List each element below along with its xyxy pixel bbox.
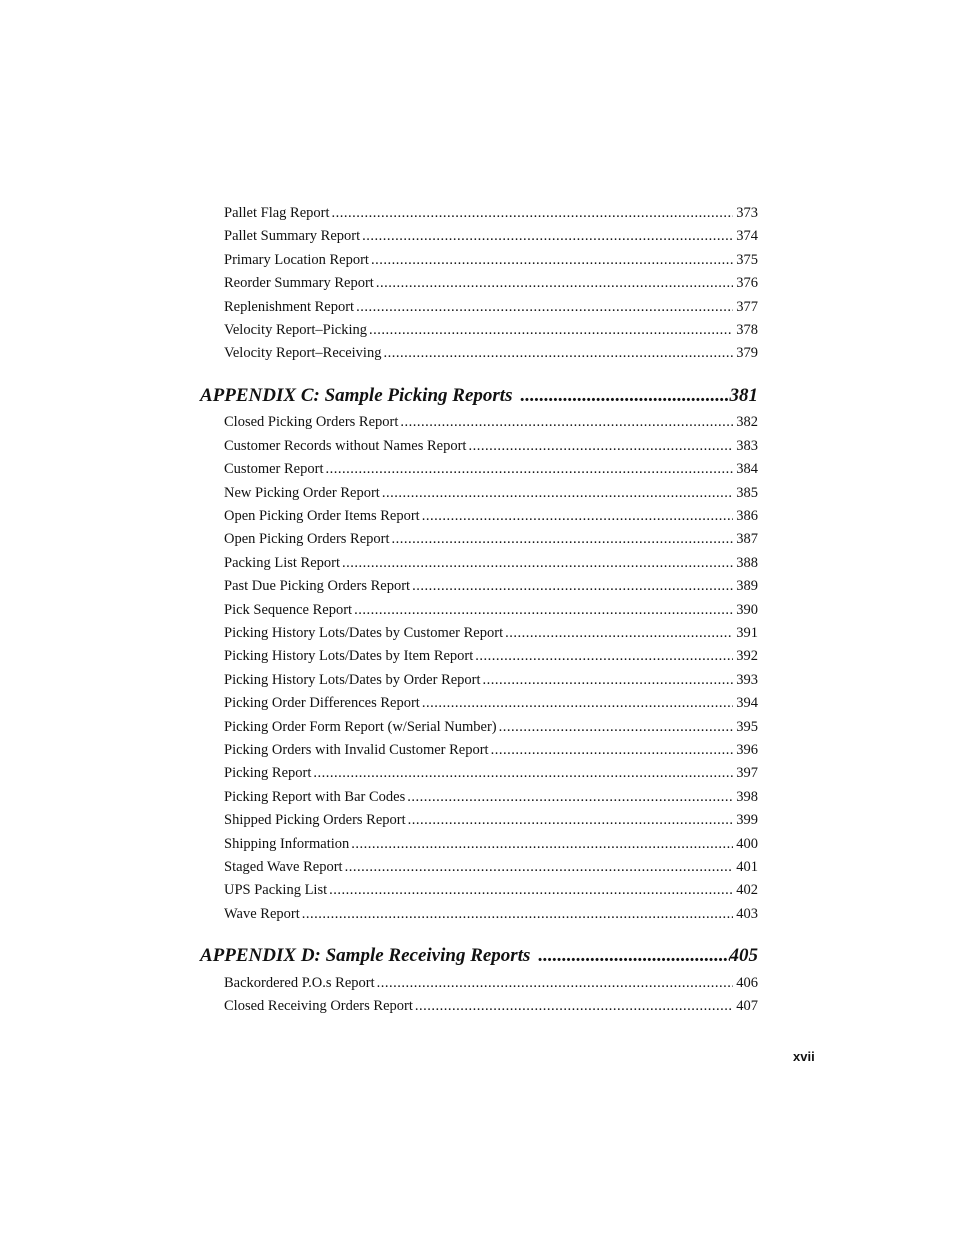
toc-entry[interactable] bbox=[224, 836, 758, 856]
dot-leader bbox=[407, 789, 733, 806]
dot-leader bbox=[475, 648, 733, 665]
toc-entry[interactable] bbox=[224, 765, 758, 785]
toc-entry-title: Picking Report bbox=[224, 765, 312, 782]
toc-entry[interactable] bbox=[224, 789, 758, 809]
dot-leader bbox=[325, 461, 733, 478]
toc-entry-page-number: 386 bbox=[736, 507, 758, 524]
dot-leader bbox=[354, 602, 733, 619]
toc-entry-title: Picking Order Form Report (w/Serial Number) bbox=[224, 718, 497, 735]
toc-entry-title: Replenishment Report bbox=[224, 298, 355, 315]
dot-leader bbox=[382, 485, 733, 502]
toc-entry-title: Pick Sequence Report bbox=[224, 601, 353, 618]
toc-entry[interactable] bbox=[224, 975, 758, 995]
toc-entry-page-number: 390 bbox=[736, 601, 758, 618]
toc-entry[interactable] bbox=[224, 414, 758, 434]
toc-entry-title: Customer Records without Names Report bbox=[224, 437, 467, 454]
toc-entry[interactable] bbox=[224, 345, 758, 365]
toc-entry[interactable] bbox=[224, 695, 758, 715]
toc-entry-title: Picking History Lots/Dates by Order Report bbox=[224, 671, 481, 688]
toc-entry-title: Open Picking Order Items Report bbox=[224, 507, 420, 524]
dot-leader bbox=[377, 975, 734, 992]
toc-entry[interactable] bbox=[224, 859, 758, 879]
toc-entry[interactable] bbox=[224, 555, 758, 575]
toc-entry-page-number: 383 bbox=[736, 437, 758, 454]
toc-entry-page-number: 395 bbox=[736, 718, 758, 735]
toc-entry-page-number: 392 bbox=[736, 648, 758, 665]
toc-entry[interactable] bbox=[224, 672, 758, 692]
toc-entry[interactable] bbox=[224, 648, 758, 668]
page-number: xvii bbox=[793, 1049, 815, 1064]
dot-leader bbox=[415, 998, 733, 1015]
toc-entry-title: Velocity Report–Receiving bbox=[224, 345, 382, 362]
dot-leader bbox=[538, 945, 729, 967]
toc-entry[interactable] bbox=[224, 625, 758, 645]
dot-leader bbox=[491, 742, 734, 759]
dot-leader bbox=[422, 695, 733, 712]
toc-entry[interactable] bbox=[224, 252, 758, 272]
toc-entry[interactable] bbox=[224, 578, 758, 598]
dot-leader bbox=[412, 578, 733, 595]
toc-appendix-heading[interactable] bbox=[200, 385, 758, 411]
toc-entry-page-number: 402 bbox=[736, 882, 758, 899]
toc-entry-page-number: 405 bbox=[729, 945, 758, 967]
toc-entry-page-number: 388 bbox=[736, 554, 758, 571]
toc-entry[interactable] bbox=[224, 998, 758, 1018]
dot-leader bbox=[369, 322, 733, 339]
toc-entry-page-number: 378 bbox=[736, 322, 758, 338]
toc-entry[interactable] bbox=[224, 812, 758, 832]
dot-leader bbox=[483, 672, 734, 689]
dot-leader bbox=[383, 345, 733, 362]
toc-entry-page-number: 379 bbox=[736, 345, 758, 362]
dot-leader bbox=[302, 906, 734, 923]
toc-entry-page-number: 406 bbox=[736, 974, 758, 991]
toc-entry-title: Closed Picking Orders Report bbox=[224, 414, 399, 431]
toc-entry-title: UPS Packing List bbox=[224, 882, 328, 899]
toc-entry-page-number: 396 bbox=[736, 741, 758, 758]
toc-entry-title: Customer Report bbox=[224, 461, 324, 478]
dot-leader bbox=[371, 252, 733, 269]
toc-entry-title: Wave Report bbox=[224, 905, 300, 922]
dot-leader bbox=[313, 765, 733, 782]
toc-entry-page-number: 399 bbox=[736, 812, 758, 829]
toc-entry[interactable] bbox=[224, 438, 758, 458]
toc-entry-title: Picking Order Differences Report bbox=[224, 695, 420, 712]
toc-entry-title: New Picking Order Report bbox=[224, 484, 380, 501]
toc-entry-title: Velocity Report–Picking bbox=[224, 322, 367, 338]
toc-entry-page-number: 400 bbox=[736, 835, 758, 852]
toc-entry[interactable] bbox=[224, 275, 758, 295]
dot-leader bbox=[351, 836, 733, 853]
toc-entry[interactable] bbox=[224, 602, 758, 622]
toc-entry-page-number: 387 bbox=[736, 531, 758, 548]
toc-entry[interactable] bbox=[224, 205, 758, 225]
toc-entry-title: APPENDIX C: Sample Picking Reports bbox=[200, 384, 513, 406]
toc-entry[interactable] bbox=[224, 719, 758, 739]
toc-entry-title: Primary Location Report bbox=[224, 251, 369, 268]
toc-entry-page-number: 401 bbox=[736, 858, 758, 875]
toc-entry-title: Shipping Information bbox=[224, 835, 350, 852]
toc-entry[interactable] bbox=[224, 531, 758, 551]
toc-entry-page-number: 407 bbox=[736, 998, 758, 1014]
dot-leader bbox=[408, 812, 734, 829]
dot-leader bbox=[505, 625, 733, 642]
toc-entry-page-number: 389 bbox=[736, 578, 758, 595]
toc-entry-title: Past Due Picking Orders Report bbox=[224, 578, 411, 595]
toc-entry-page-number: 377 bbox=[736, 298, 758, 315]
toc-entry-page-number: 397 bbox=[736, 765, 758, 782]
toc-entry[interactable] bbox=[224, 299, 758, 319]
dot-leader bbox=[329, 882, 733, 899]
toc-entry-title: Shipped Picking Orders Report bbox=[224, 812, 406, 829]
toc-entry[interactable] bbox=[224, 485, 758, 505]
toc-entry-title: Closed Receiving Orders Report bbox=[224, 998, 413, 1014]
toc-entry-page-number: 391 bbox=[736, 624, 758, 641]
toc-entry-title: Picking History Lots/Dates by Customer Report bbox=[224, 624, 504, 641]
toc-entry-page-number: 375 bbox=[736, 251, 758, 268]
dot-leader bbox=[376, 275, 733, 292]
toc-entry-page-number: 403 bbox=[736, 905, 758, 922]
toc-entry-page-number: 374 bbox=[736, 228, 758, 245]
toc-entry-title: Picking History Lots/Dates by Item Report bbox=[224, 648, 474, 665]
toc-entry-title: Picking Report with Bar Codes bbox=[224, 788, 406, 805]
toc-entry[interactable] bbox=[224, 228, 758, 248]
toc-entry[interactable] bbox=[224, 742, 758, 762]
toc-entry-title: APPENDIX D: Sample Receiving Reports bbox=[200, 945, 531, 967]
toc-entry-page-number: 393 bbox=[736, 671, 758, 688]
toc-entry-title: Picking Orders with Invalid Customer Report bbox=[224, 741, 489, 758]
toc-entry-title: Pallet Summary Report bbox=[224, 228, 361, 245]
dot-leader bbox=[499, 719, 734, 736]
toc-entry-title: Backordered P.O.s Report bbox=[224, 974, 375, 991]
toc-entry-page-number: 373 bbox=[736, 205, 758, 221]
toc-entry-page-number: 384 bbox=[736, 461, 758, 478]
dot-leader bbox=[468, 438, 733, 455]
dot-leader bbox=[356, 299, 733, 316]
toc-entry[interactable] bbox=[224, 906, 758, 926]
dot-leader bbox=[345, 859, 734, 876]
dot-leader bbox=[392, 531, 734, 548]
dot-leader bbox=[400, 414, 733, 431]
toc-entry-page-number: 382 bbox=[736, 414, 758, 431]
toc-entry[interactable] bbox=[224, 882, 758, 902]
dot-leader bbox=[342, 555, 733, 572]
toc-entry[interactable] bbox=[224, 461, 758, 481]
toc-entry-page-number: 385 bbox=[736, 484, 758, 501]
toc-entry[interactable] bbox=[224, 508, 758, 528]
toc-entry-page-number: 376 bbox=[736, 275, 758, 292]
dot-leader bbox=[362, 228, 733, 245]
toc-appendix-heading[interactable] bbox=[200, 945, 758, 971]
toc-entry-title: Staged Wave Report bbox=[224, 858, 343, 875]
toc-entry-title: Reorder Summary Report bbox=[224, 275, 374, 292]
toc-entry-page-number: 398 bbox=[736, 788, 758, 805]
dot-leader bbox=[422, 508, 734, 525]
toc-entry-title: Pallet Flag Report bbox=[224, 205, 330, 221]
toc-entry[interactable] bbox=[224, 322, 758, 342]
toc-entry-title: Packing List Report bbox=[224, 554, 340, 571]
dot-leader bbox=[520, 385, 729, 407]
toc-entry-title: Open Picking Orders Report bbox=[224, 531, 390, 548]
toc-entry-page-number: 394 bbox=[736, 695, 758, 712]
toc-entry-page-number: 381 bbox=[729, 384, 758, 406]
dot-leader bbox=[332, 205, 734, 222]
